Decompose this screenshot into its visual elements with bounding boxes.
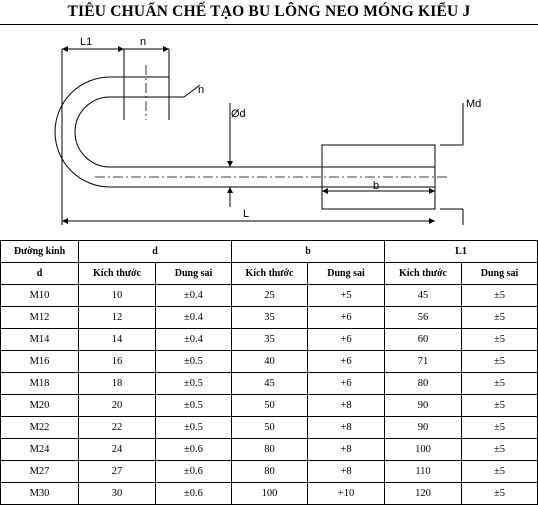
cell-b-tol: +5 xyxy=(308,285,385,307)
label-n-top: n xyxy=(140,36,147,48)
j-bolt-diagram xyxy=(0,24,538,238)
cell-b-tol: +6 xyxy=(308,329,385,351)
cell-L1-tol: ±5 xyxy=(462,351,538,373)
cell-b-size: 80 xyxy=(232,439,308,461)
cell-b-size: 50 xyxy=(232,417,308,439)
cell-d-size: 22 xyxy=(79,417,156,439)
cell-b-tol: +6 xyxy=(308,373,385,395)
label-n-side: n xyxy=(198,84,205,96)
cell-d-tol: ±0.5 xyxy=(156,373,232,395)
cell-L1-tol: ±5 xyxy=(462,373,538,395)
cell-d-size: 24 xyxy=(79,439,156,461)
header-L1-tol: Dung sai xyxy=(462,263,538,285)
bolt-outline-outer xyxy=(55,77,435,187)
j-bolt-drawing xyxy=(0,25,538,239)
cell-size: M22 xyxy=(1,417,79,439)
table-row xyxy=(1,329,538,351)
cell-d-tol: ±0.6 xyxy=(156,483,232,505)
table-row xyxy=(1,285,538,307)
cell-d-tol: ±0.4 xyxy=(156,329,232,351)
cell-size: M24 xyxy=(1,439,79,461)
cell-L1-size: 80 xyxy=(385,373,462,395)
dim-n-side xyxy=(150,85,200,97)
cell-size: M14 xyxy=(1,329,79,351)
table-row xyxy=(1,461,538,483)
cell-b-size: 80 xyxy=(232,461,308,483)
header-b-group: b xyxy=(232,241,385,263)
cell-L1-size: 71 xyxy=(385,351,462,373)
label-b: b xyxy=(373,180,380,192)
cell-L1-tol: ±5 xyxy=(462,461,538,483)
cell-b-tol: +6 xyxy=(308,351,385,373)
header-row-1 xyxy=(1,241,538,263)
cell-d-tol: ±0.5 xyxy=(156,351,232,373)
spec-table-body xyxy=(1,285,538,505)
cell-L1-tol: ±5 xyxy=(462,483,538,505)
page-title: TIÊU CHUẨN CHẾ TẠO BU LÔNG NEO MÓNG KIỂU J xyxy=(67,3,471,20)
cell-L1-size: 90 xyxy=(385,395,462,417)
cell-size: M30 xyxy=(1,483,79,505)
table-row xyxy=(1,307,538,329)
cell-d-size: 14 xyxy=(79,329,156,351)
cell-d-tol: ±0.4 xyxy=(156,307,232,329)
cell-size: M20 xyxy=(1,395,79,417)
table-row xyxy=(1,395,538,417)
label-d: Ød xyxy=(231,108,246,120)
cell-d-tol: ±0.6 xyxy=(156,439,232,461)
spec-table xyxy=(0,240,538,505)
cell-b-tol: +8 xyxy=(308,395,385,417)
header-b-size: Kích thước xyxy=(232,263,308,285)
table-row xyxy=(1,373,538,395)
cell-b-size: 50 xyxy=(232,395,308,417)
header-b-tol: Dung sai xyxy=(308,263,385,285)
cell-L1-size: 60 xyxy=(385,329,462,351)
cell-b-tol: +8 xyxy=(308,461,385,483)
header-L1-group: L1 xyxy=(385,241,538,263)
cell-b-size: 25 xyxy=(232,285,308,307)
cell-L1-tol: ±5 xyxy=(462,329,538,351)
table-row xyxy=(1,351,538,373)
table-row xyxy=(1,417,538,439)
header-d-size: Kích thước xyxy=(79,263,156,285)
cell-d-size: 18 xyxy=(79,373,156,395)
header-L1-size: Kích thước xyxy=(385,263,462,285)
cell-L1-size: 90 xyxy=(385,417,462,439)
cell-b-tol: +10 xyxy=(308,483,385,505)
cell-d-tol: ±0.5 xyxy=(156,395,232,417)
dim-Md-line xyxy=(440,103,463,225)
cell-d-size: 20 xyxy=(79,395,156,417)
cell-b-tol: +6 xyxy=(308,307,385,329)
cell-L1-size: 100 xyxy=(385,439,462,461)
cell-b-size: 35 xyxy=(232,329,308,351)
cell-d-tol: ±0.5 xyxy=(156,417,232,439)
cell-size: M16 xyxy=(1,351,79,373)
dim-L1-line xyxy=(62,49,124,225)
cell-L1-size: 56 xyxy=(385,307,462,329)
label-Md: Md xyxy=(466,98,482,110)
cell-L1-size: 110 xyxy=(385,461,462,483)
label-L: L xyxy=(243,208,250,220)
label-L1: L1 xyxy=(80,36,93,48)
cell-d-size: 12 xyxy=(79,307,156,329)
cell-size: M10 xyxy=(1,285,79,307)
header-diameter: Đường kính xyxy=(1,241,79,263)
cell-b-tol: +8 xyxy=(308,439,385,461)
bolt-outline-inner xyxy=(75,97,435,167)
header-d-tol: Dung sai xyxy=(156,263,232,285)
cell-L1-tol: ±5 xyxy=(462,285,538,307)
cell-size: M12 xyxy=(1,307,79,329)
header-d: d xyxy=(1,263,79,285)
cell-b-size: 45 xyxy=(232,373,308,395)
cell-d-size: 10 xyxy=(79,285,156,307)
table-row xyxy=(1,439,538,461)
cell-b-size: 40 xyxy=(232,351,308,373)
hook-leg xyxy=(124,77,169,120)
table-row xyxy=(1,483,538,505)
cell-b-size: 100 xyxy=(232,483,308,505)
cell-size: M18 xyxy=(1,373,79,395)
cell-d-tol: ±0.4 xyxy=(156,285,232,307)
cell-d-size: 16 xyxy=(79,351,156,373)
cell-L1-tol: ±5 xyxy=(462,395,538,417)
cell-size: M27 xyxy=(1,461,79,483)
cell-d-size: 27 xyxy=(79,461,156,483)
cell-L1-size: 45 xyxy=(385,285,462,307)
cell-b-tol: +8 xyxy=(308,417,385,439)
cell-L1-tol: ±5 xyxy=(462,417,538,439)
header-d-group: d xyxy=(79,241,232,263)
cell-d-tol: ±0.6 xyxy=(156,461,232,483)
cell-L1-size: 120 xyxy=(385,483,462,505)
cell-d-size: 30 xyxy=(79,483,156,505)
cell-L1-tol: ±5 xyxy=(462,439,538,461)
cell-b-size: 35 xyxy=(232,307,308,329)
cell-L1-tol: ±5 xyxy=(462,307,538,329)
header-row-2 xyxy=(1,263,538,285)
